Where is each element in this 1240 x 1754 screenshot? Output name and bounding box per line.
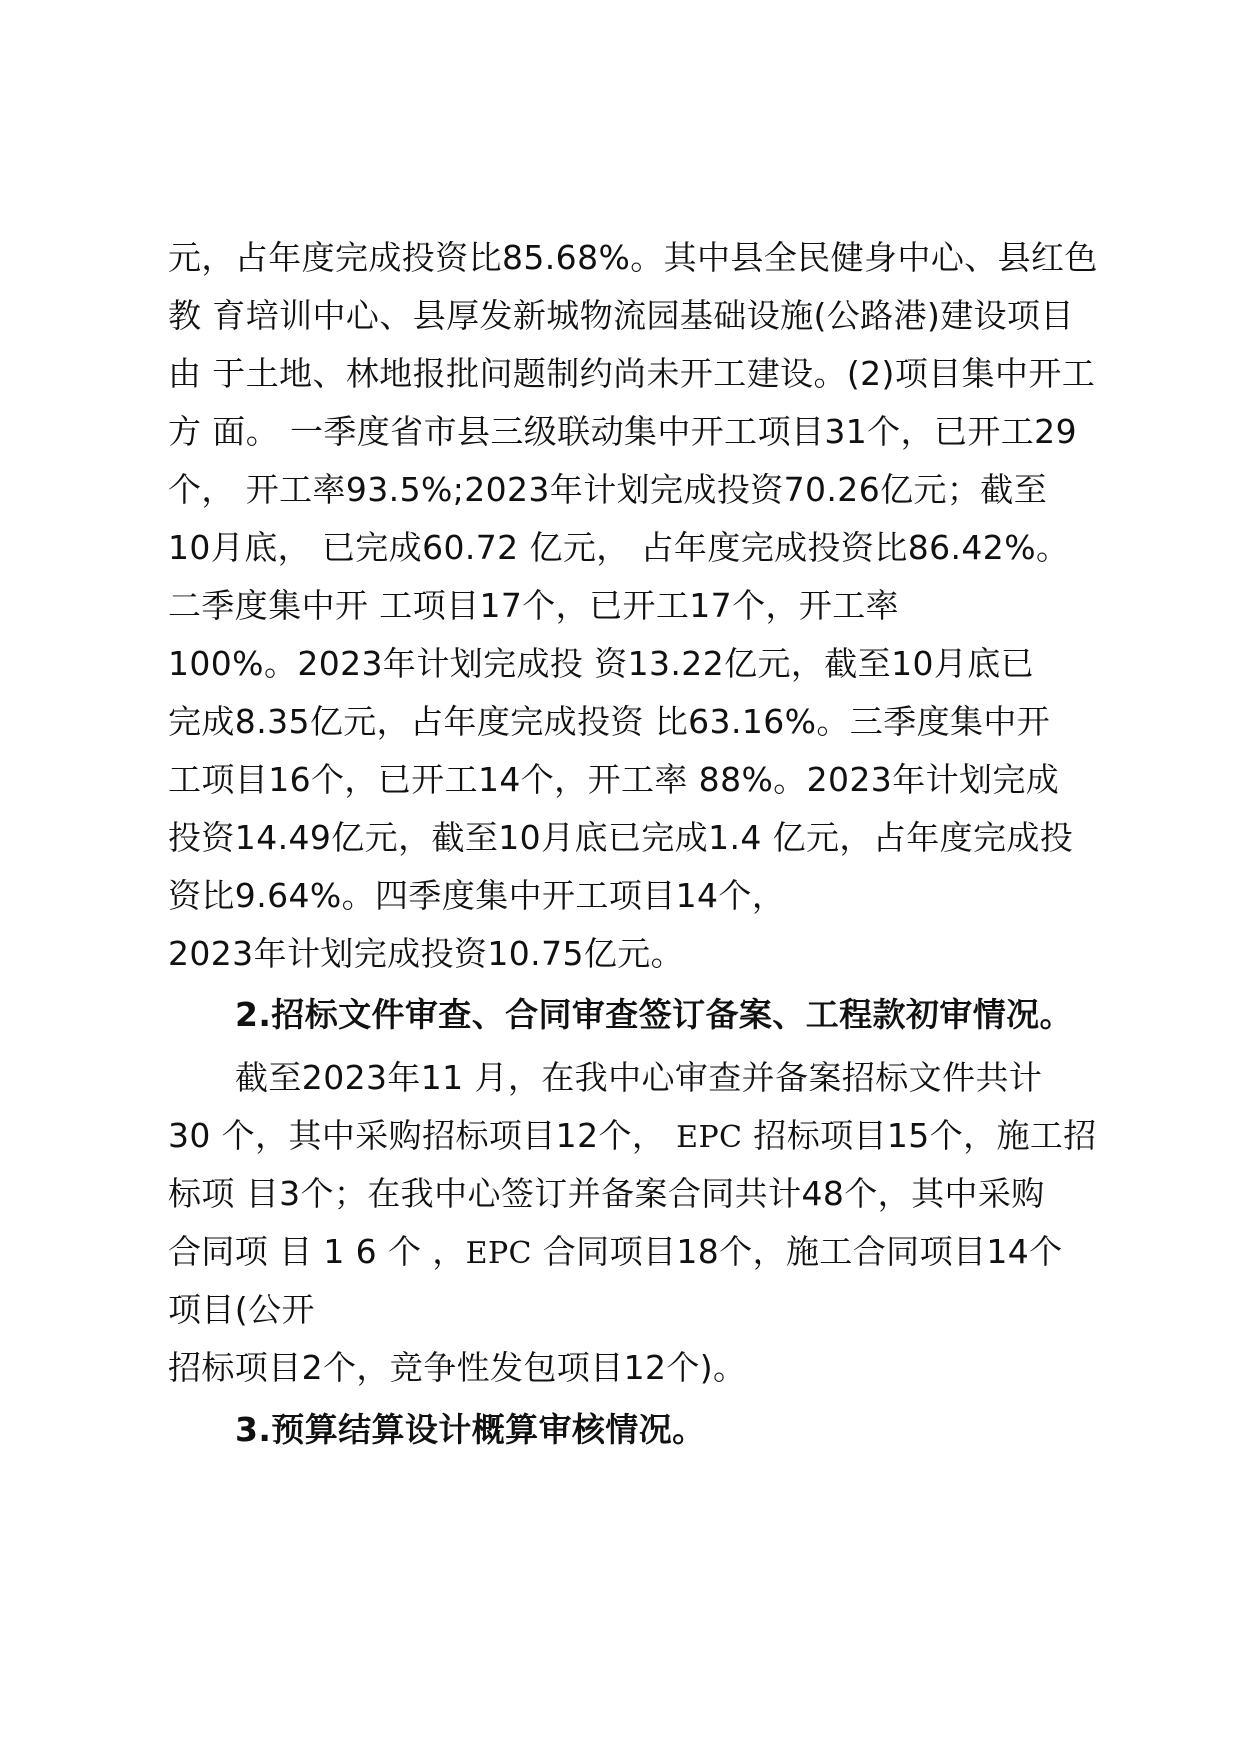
section-heading-3: 3.预算结算设计概算审核情况。: [235, 1410, 706, 1449]
paragraph-line: 完成8.35亿元，占年度完成投资 比63.16%。三季度集中开: [168, 702, 1051, 741]
paragraph-line: 资比9.64%。四季度集中开工项目14个，: [168, 876, 786, 915]
section-heading-2: 2.招标文件审查、合同审查签订备案、工程款初审情况。: [235, 995, 1073, 1034]
paragraph-line: 项目(公开: [168, 1290, 315, 1329]
epc-text: EPC: [676, 1120, 743, 1155]
paragraph-line: [168, 1223, 1063, 1281]
text-run: 合同项 目 1 6 个 ，: [168, 1232, 466, 1271]
text-run: 30 个，其中采购招标项目12个，: [168, 1116, 677, 1155]
epc-text: EPC: [465, 1236, 532, 1271]
paragraph-line: 由 于土地、林地报批问题制约尚未开工建设。(2)项目集中开工: [168, 354, 1096, 393]
paragraph-line: 10月底， 已完成60.72 亿元， 占年度完成投资比86.42%。: [168, 528, 1070, 567]
paragraph-line: 100%。2023年计划完成投 资13.22亿元，截至10月底已: [168, 644, 1035, 683]
paragraph-line: 招标项目2个，竞争性发包项目12个)。: [168, 1348, 747, 1387]
paragraph-line: 投资14.49亿元，截至10月底已完成1.4 亿元，占年度完成投: [168, 818, 1074, 857]
paragraph-line: 元，占年度完成投资比85.68%。其中县全民健身中心、县红色: [168, 238, 1098, 277]
paragraph-line: 工项目16个，已开工14个，开工率 88%。2023年计划完成: [168, 760, 1060, 799]
paragraph-line: 方 面。 一季度省市县三级联动集中开工项目31个，已开工29: [168, 412, 1077, 451]
paragraph-line: 截至2023年11 月，在我中心审查并备案招标文件共计: [235, 1058, 1043, 1097]
paragraph-line: 2023年计划完成投资10.75亿元。: [168, 934, 685, 973]
text-run: 合同项目18个，施工合同项目14个: [531, 1232, 1063, 1271]
paragraph-line: 标项 目3个；在我中心签订并备案合同共计48个，其中采购: [168, 1174, 1045, 1213]
text-run: 招标项目15个，施工招: [742, 1116, 1097, 1155]
paragraph-line: [168, 1107, 1097, 1165]
paragraph-line: 教 育培训中心、县厚发新城物流园基础设施(公路港)建设项目: [168, 296, 1074, 335]
paragraph-line: 个， 开工率93.5%;2023年计划完成投资70.26亿元；截至: [168, 470, 1048, 509]
paragraph-line: 二季度集中开 工项目17个，已开工17个，开工率: [168, 586, 900, 625]
